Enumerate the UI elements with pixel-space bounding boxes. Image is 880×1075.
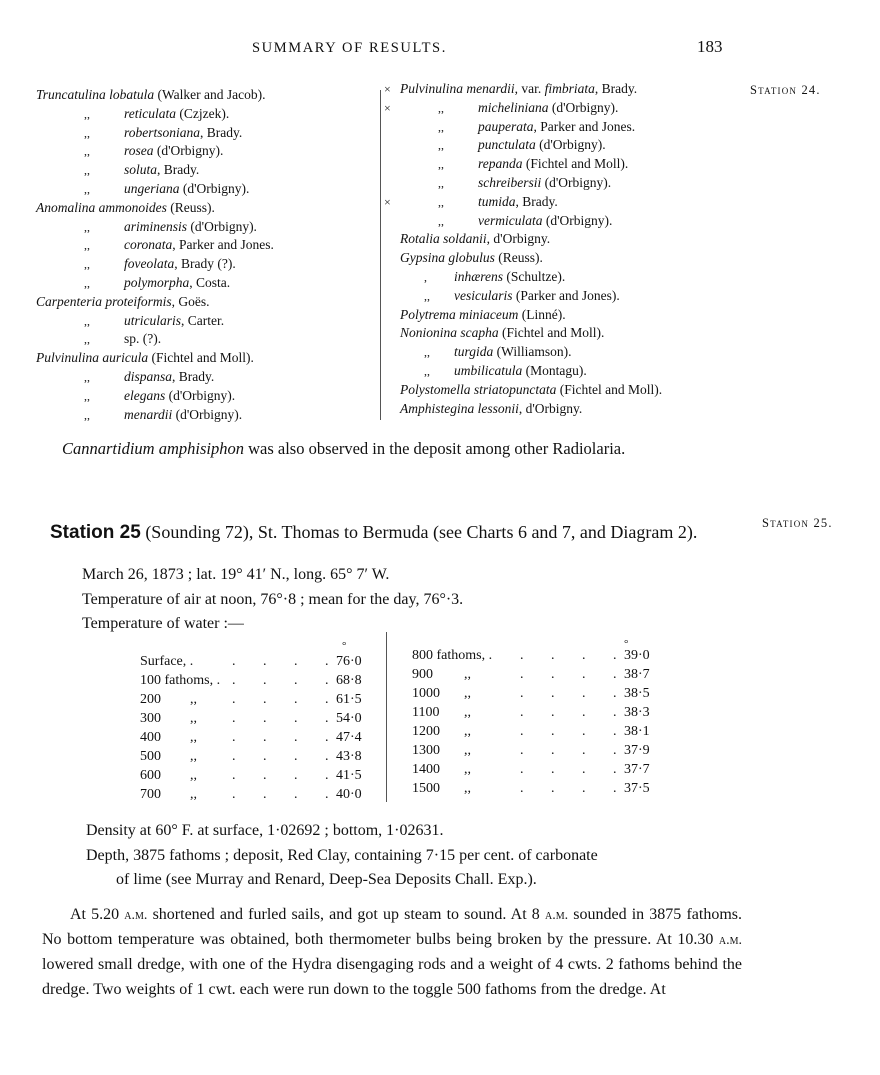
species-authority: (Linné). bbox=[518, 306, 566, 322]
note-species: Cannartidium amphisiphon bbox=[62, 439, 244, 458]
species-name: schreibersii bbox=[478, 174, 542, 190]
species-row bbox=[384, 268, 662, 287]
side-label-station-25: Station 25. bbox=[762, 516, 833, 530]
ditto-mark: ,, bbox=[438, 100, 444, 115]
note-text: was also observed in the deposit among other Radiolaria. bbox=[243, 439, 626, 458]
temperature-row: 400 ,, . . . . 47·4 bbox=[140, 730, 362, 745]
radiolaria-note bbox=[62, 439, 625, 459]
species-authority: (Fichtel and Moll). bbox=[522, 156, 629, 172]
species-row bbox=[36, 368, 274, 387]
temperature-value: 39·0 bbox=[624, 648, 650, 663]
ditto-unit: ,, bbox=[190, 692, 197, 707]
species-row bbox=[36, 199, 274, 218]
species-name: micheliniana bbox=[478, 99, 549, 115]
species-authority: , Parker and Jones. bbox=[533, 118, 636, 134]
ditto-mark: ,, bbox=[438, 194, 444, 209]
depth-label: 1000 bbox=[412, 686, 440, 701]
narrative-paragraph bbox=[42, 903, 742, 1002]
species-authority: (d'Orbigny). bbox=[541, 174, 612, 190]
station-date-position: March 26, 1873 ; lat. 19° 41′ N., long. 65° 7′ W. bbox=[82, 566, 390, 583]
species-authority: (d'Orbigny). bbox=[165, 387, 236, 403]
temperature-row: 300 ,, . . . . 54·0 bbox=[140, 711, 362, 726]
species-authority: (d'Orbigny). bbox=[172, 406, 243, 422]
species-row bbox=[384, 155, 662, 174]
para-am-3: a.m. bbox=[718, 933, 742, 949]
species-authority: , Brady. bbox=[172, 368, 215, 384]
depth-label: 300 bbox=[140, 711, 161, 726]
temperature-value: 37·5 bbox=[624, 781, 650, 796]
species-name: vermiculata bbox=[478, 212, 543, 228]
density-depth bbox=[86, 819, 598, 893]
density-line: Density at 60° F. at surface, 1·02692 ; bottom, 1·02631. bbox=[86, 822, 444, 839]
ditto-unit: ,, bbox=[190, 787, 197, 802]
station-name: Station 25 bbox=[50, 522, 141, 543]
species-authority: , Brady. bbox=[200, 124, 243, 140]
ditto-mark: ,, bbox=[84, 257, 90, 272]
ditto-unit: ,, bbox=[190, 749, 197, 764]
species-authority: (Reuss). bbox=[494, 250, 543, 266]
ditto-mark: ,, bbox=[438, 138, 444, 153]
species-authority: (d'Orbigny). bbox=[548, 99, 619, 115]
species-row bbox=[36, 218, 274, 237]
depth-label: 900 bbox=[412, 667, 433, 682]
species-row bbox=[36, 124, 274, 143]
species-name: Gypsina globulus bbox=[400, 250, 495, 266]
ditto-mark: ,, bbox=[84, 163, 90, 178]
para-am-1: a.m. bbox=[124, 908, 148, 923]
ditto-mark: , bbox=[424, 269, 427, 284]
species-authority: (Fichtel and Moll). bbox=[148, 350, 254, 366]
ditto-unit: ,, bbox=[464, 705, 471, 720]
species-name: utricularis bbox=[124, 312, 182, 328]
species-authority: (d'Orbigny). bbox=[542, 212, 613, 228]
species-list-right bbox=[384, 80, 662, 418]
ditto-unit: ,, bbox=[190, 730, 197, 745]
depth-label: 400 bbox=[140, 730, 161, 745]
species-name: robertsoniana bbox=[124, 124, 201, 140]
ditto-unit: ,, bbox=[464, 686, 471, 701]
temperature-value: 38·5 bbox=[624, 686, 650, 701]
species-authority: , Brady. bbox=[157, 162, 200, 178]
species-name: Nonionina scapha bbox=[400, 325, 499, 341]
temperature-value: 38·7 bbox=[624, 667, 650, 682]
species-row bbox=[36, 236, 274, 255]
ditto-mark: ,, bbox=[438, 175, 444, 190]
temperature-row: 1500 ,, . . . . 37·5 bbox=[412, 781, 650, 796]
depth-label: 600 bbox=[140, 768, 161, 783]
ditto-unit: ,, bbox=[190, 768, 197, 783]
station-title-rest: (Sounding 72), St. Thomas to Bermuda (see Charts 6 and 7, and Diagram 2). bbox=[140, 522, 698, 542]
cross-mark: × bbox=[384, 100, 391, 115]
species-row bbox=[36, 142, 274, 161]
species-name: coronata bbox=[124, 237, 173, 253]
cross-mark: × bbox=[384, 194, 391, 209]
species-row bbox=[384, 287, 662, 306]
species-name: Truncatulina lobatula bbox=[36, 87, 155, 102]
depth-line-continued: of lime (see Murray and Renard, Deep-Sea Deposits Chall. Exp.). bbox=[116, 871, 537, 888]
temperature-row: Surface, . . . . . 76·0 bbox=[140, 654, 362, 669]
species-authority: (Czjzek). bbox=[176, 105, 230, 121]
species-authority: , Carter. bbox=[181, 312, 225, 328]
species-row bbox=[384, 324, 662, 343]
species-name: Polystomella striatopunctata bbox=[400, 381, 557, 397]
species-authority: , Goës. bbox=[171, 293, 210, 309]
species-authority: , d'Orbigny. bbox=[486, 231, 551, 247]
species-authority: (Montagu). bbox=[522, 362, 587, 378]
species-authority: (d'Orbigny). bbox=[535, 137, 606, 153]
species-name: foveolata bbox=[124, 256, 175, 272]
station-details bbox=[82, 563, 463, 637]
species-row bbox=[384, 400, 662, 419]
ditto-unit: ,, bbox=[464, 667, 471, 682]
ditto-mark: ,, bbox=[424, 288, 430, 303]
species-row bbox=[36, 161, 274, 180]
species-row bbox=[36, 293, 274, 312]
species-row bbox=[384, 118, 662, 137]
species-name: pauperata bbox=[478, 118, 534, 134]
para-text-1: At 5.20 bbox=[70, 906, 125, 923]
water-temperature-table bbox=[140, 636, 660, 806]
running-header: SUMMARY OF RESULTS. bbox=[252, 40, 447, 56]
temperature-row: 600 ,, . . . . 41·5 bbox=[140, 768, 362, 783]
species-name: Pulvinulina menardii bbox=[400, 81, 515, 96]
para-am-2: a.m. bbox=[544, 908, 569, 923]
species-authority: (Parker and Jones). bbox=[512, 287, 620, 303]
ditto-mark: ,, bbox=[84, 106, 90, 121]
ditto-unit: ,, bbox=[464, 781, 471, 796]
air-temperature: Temperature of air at noon, 76°·8 ; mean for the day, 76°·3. bbox=[82, 590, 464, 608]
species-list-left bbox=[36, 86, 274, 424]
species-row bbox=[384, 249, 662, 268]
species-row bbox=[36, 274, 274, 293]
temperature-value: 68·8 bbox=[336, 673, 362, 688]
species-name: polymorpha bbox=[124, 274, 190, 290]
species-row bbox=[384, 306, 662, 325]
station-title bbox=[50, 522, 697, 544]
species-row bbox=[384, 381, 662, 400]
species-name: elegans bbox=[124, 387, 166, 403]
species-row bbox=[384, 230, 662, 249]
species-row bbox=[36, 312, 274, 331]
species-authority: (Reuss). bbox=[166, 199, 215, 215]
species-row bbox=[384, 174, 662, 193]
temperature-value: 47·4 bbox=[336, 730, 362, 745]
species-name: repanda bbox=[478, 156, 523, 172]
species-variety: fimbriata bbox=[544, 81, 595, 96]
para-text-4: lowered small dredge, with one of the Hydra disengaging rods and a weight of 4 cwts. 2 fathoms behind the dredge. Two weights of 1 cwt. each were run down to the toggle 500 fathoms from the dredge. At bbox=[42, 956, 742, 998]
ditto-mark: ,, bbox=[84, 238, 90, 253]
species-authority: , Brady. bbox=[515, 193, 558, 209]
species-row bbox=[36, 180, 274, 199]
temperature-value: 38·1 bbox=[624, 724, 650, 739]
species-authority: , Costa. bbox=[189, 274, 231, 290]
species-authority: (d'Orbigny). bbox=[179, 180, 250, 196]
para-text-2: shortened and furled sails, and got up steam to sound. At 8 bbox=[147, 906, 545, 923]
water-temperature-heading: Temperature of water :— bbox=[82, 615, 244, 632]
species-authority: (d'Orbigny). bbox=[187, 218, 257, 234]
temperature-value: 54·0 bbox=[336, 711, 362, 726]
depth-label: 800 fathoms, . bbox=[412, 648, 493, 663]
species-name: Polytrema miniaceum bbox=[400, 306, 519, 322]
species-row bbox=[36, 255, 274, 274]
depth-label: 1400 bbox=[412, 762, 440, 777]
species-row bbox=[384, 362, 662, 381]
species-name: dispansa bbox=[124, 368, 173, 384]
species-authority: (Walker and Jacob). bbox=[154, 87, 266, 102]
species-row bbox=[384, 193, 662, 212]
species-row bbox=[36, 330, 274, 349]
species-authority: (Williamson). bbox=[493, 344, 572, 360]
temperature-row: 1000 ,, . . . . 38·5 bbox=[412, 686, 650, 701]
temperature-value: 76·0 bbox=[336, 654, 362, 669]
species-name: Pulvinulina auricula bbox=[36, 350, 149, 366]
species-name: umbilicatula bbox=[454, 362, 523, 378]
ditto-mark: ,, bbox=[84, 219, 90, 234]
ditto-mark: ,, bbox=[84, 332, 90, 347]
degree-mark-right: ° bbox=[624, 638, 629, 650]
temperature-row: 200 ,, . . . . 61·5 bbox=[140, 692, 362, 707]
ditto-mark: ,, bbox=[424, 363, 430, 378]
depth-label: 700 bbox=[140, 787, 161, 802]
species-row bbox=[384, 99, 662, 118]
depth-label: 1300 bbox=[412, 743, 440, 758]
species-row bbox=[36, 349, 274, 368]
depth-label: 500 bbox=[140, 749, 161, 764]
para-text-3: sounded in 3875 fathoms. No bottom temperature was obtained, both thermometer bulbs being broken by the pressure. At 10.30 bbox=[42, 906, 743, 949]
temperature-value: 61·5 bbox=[336, 692, 362, 707]
temperature-row: 1300 ,, . . . . 37·9 bbox=[412, 743, 650, 758]
species-name: tumida bbox=[478, 193, 516, 209]
temperature-row: 100 fathoms, . . . . . 68·8 bbox=[140, 673, 362, 688]
ditto-unit: ,, bbox=[464, 762, 471, 777]
temperature-value: 43·8 bbox=[336, 749, 362, 764]
temperature-value: 38·3 bbox=[624, 705, 650, 720]
temperature-row: 1200 ,, . . . . 38·1 bbox=[412, 724, 650, 739]
ditto-mark: ,, bbox=[84, 144, 90, 159]
temperature-value: 40·0 bbox=[336, 787, 362, 802]
ditto-unit: ,, bbox=[190, 711, 197, 726]
temperature-value: 37·7 bbox=[624, 762, 650, 777]
species-name: Amphistegina lessonii bbox=[400, 400, 519, 416]
species-authority-2: , Brady. bbox=[594, 81, 638, 96]
species-row bbox=[36, 406, 274, 425]
species-authority: sp. (?). bbox=[124, 331, 162, 347]
species-name: rosea bbox=[124, 143, 154, 159]
temperature-row: 500 ,, . . . . 43·8 bbox=[140, 749, 362, 764]
ditto-mark: ,, bbox=[84, 388, 90, 403]
species-name: turgida bbox=[454, 344, 494, 360]
temperature-value: 37·9 bbox=[624, 743, 650, 758]
table-divider bbox=[386, 632, 387, 802]
species-name: Carpenteria proteiformis bbox=[36, 293, 172, 309]
ditto-mark: ,, bbox=[424, 345, 430, 360]
page-number: 183 bbox=[697, 37, 723, 56]
temperature-row: 800 fathoms, . . . . . 39·0 bbox=[412, 648, 650, 663]
ditto-mark: ,, bbox=[84, 407, 90, 422]
depth-label: 1100 bbox=[412, 705, 440, 720]
depth-label: Surface, . bbox=[140, 654, 194, 669]
species-row bbox=[36, 105, 274, 124]
ditto-mark: ,, bbox=[438, 213, 444, 228]
side-label-station-24: Station 24. bbox=[750, 83, 821, 97]
depth-label: 1200 bbox=[412, 724, 440, 739]
species-name: ungeriana bbox=[124, 180, 180, 196]
depth-label: 200 bbox=[140, 692, 161, 707]
species-authority: , Brady (?). bbox=[174, 256, 236, 272]
species-name: Rotalia soldanii bbox=[400, 231, 487, 247]
species-name: soluta bbox=[124, 162, 158, 178]
species-row bbox=[384, 136, 662, 155]
species-name: inhærens bbox=[454, 268, 504, 284]
species-row bbox=[36, 387, 274, 406]
species-authority: (d'Orbigny). bbox=[153, 143, 224, 159]
species-name: menardii bbox=[124, 406, 173, 422]
ditto-unit: ,, bbox=[464, 724, 471, 739]
species-row bbox=[384, 343, 662, 362]
species-authority: , Parker and Jones. bbox=[172, 237, 274, 253]
degree-mark-left: ° bbox=[342, 640, 347, 652]
ditto-mark: ,, bbox=[438, 119, 444, 134]
species-row bbox=[384, 80, 662, 99]
temperature-row: 1100 ,, . . . . 38·3 bbox=[412, 705, 650, 720]
ditto-mark: ,, bbox=[84, 125, 90, 140]
depth-line: Depth, 3875 fathoms ; deposit, Red Clay, containing 7·15 per cent. of carbonate bbox=[86, 846, 598, 864]
species-authority: , var. bbox=[514, 81, 545, 96]
temperature-row: 700 ,, . . . . 40·0 bbox=[140, 787, 362, 802]
ditto-mark: ,, bbox=[84, 313, 90, 328]
species-name: punctulata bbox=[478, 137, 536, 153]
species-name: ariminensis bbox=[124, 218, 188, 234]
cross-mark: × bbox=[384, 82, 391, 96]
temperature-value: 41·5 bbox=[336, 768, 362, 783]
ditto-mark: ,, bbox=[84, 369, 90, 384]
species-row bbox=[36, 86, 274, 105]
species-authority: , d'Orbigny. bbox=[518, 400, 583, 416]
species-name: Anomalina ammonoides bbox=[36, 199, 167, 215]
temperature-row: 1400 ,, . . . . 37·7 bbox=[412, 762, 650, 777]
depth-label: 100 fathoms, . bbox=[140, 673, 221, 688]
ditto-mark: ,, bbox=[438, 157, 444, 172]
ditto-unit: ,, bbox=[464, 743, 471, 758]
species-authority: (Fichtel and Moll). bbox=[498, 325, 605, 341]
species-authority: (Fichtel and Moll). bbox=[556, 381, 663, 397]
species-name: reticulata bbox=[124, 105, 176, 121]
species-row bbox=[384, 212, 662, 231]
temperature-row: 900 ,, . . . . 38·7 bbox=[412, 667, 650, 682]
ditto-mark: ,, bbox=[84, 181, 90, 196]
depth-label: 1500 bbox=[412, 781, 440, 796]
ditto-mark: ,, bbox=[84, 275, 90, 290]
species-name: vesicularis bbox=[454, 287, 513, 303]
species-authority: (Schultze). bbox=[503, 268, 566, 284]
column-divider bbox=[380, 90, 381, 420]
